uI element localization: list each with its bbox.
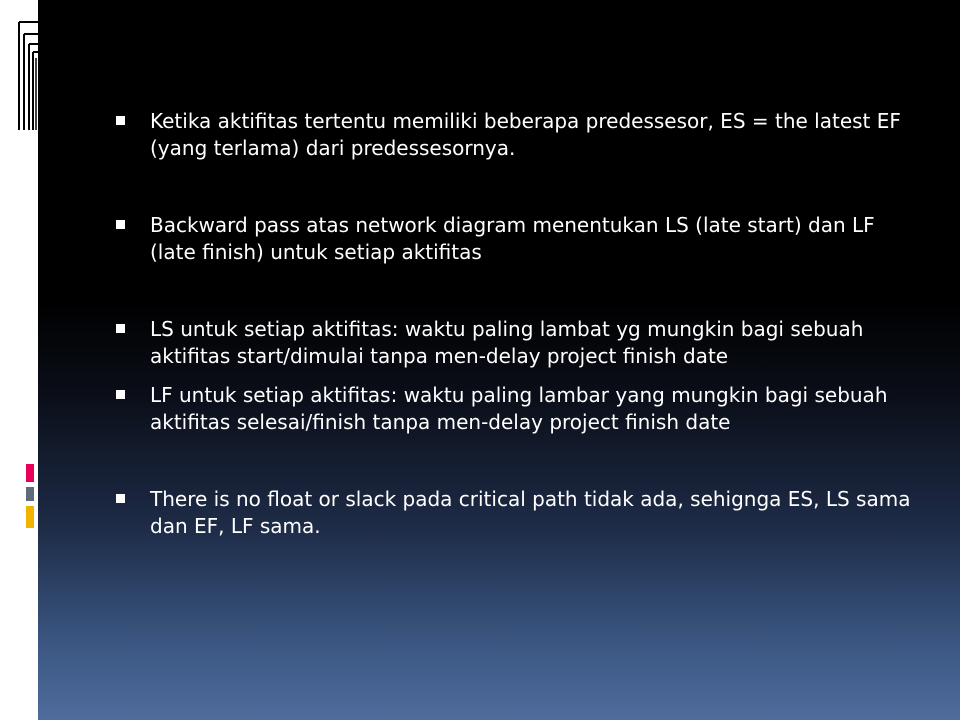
decorative-line-pattern — [0, 0, 38, 140]
bullet-item: There is no float or slack pada critical path tidak ada, sehignga ES, LS sama dan EF, LF sama. — [113, 486, 913, 540]
accent-bar-gray — [26, 487, 34, 501]
bullet-item: Backward pass atas network diagram menentukan LS (late start) dan LF (late finish) untuk setiap aktifitas — [113, 212, 913, 266]
bullet-item: LS untuk setiap aktifitas: waktu paling lambat yg mungkin bagi sebuah aktifitas start/dimulai tanpa men-delay project finish date — [113, 316, 913, 370]
slide-content — [113, 108, 913, 540]
accent-bar-magenta — [26, 464, 34, 482]
bullet-item: LF untuk setiap aktifitas: waktu paling lambar yang mungkin bagi sebuah aktifitas selesai/finish tanpa men-delay project finish date — [113, 382, 913, 436]
accent-bar-yellow — [26, 506, 34, 528]
bullet-item: Ketika aktifitas tertentu memiliki beberapa predessesor, ES = the latest EF (yang terlama) dari predessesornya. — [113, 108, 913, 162]
